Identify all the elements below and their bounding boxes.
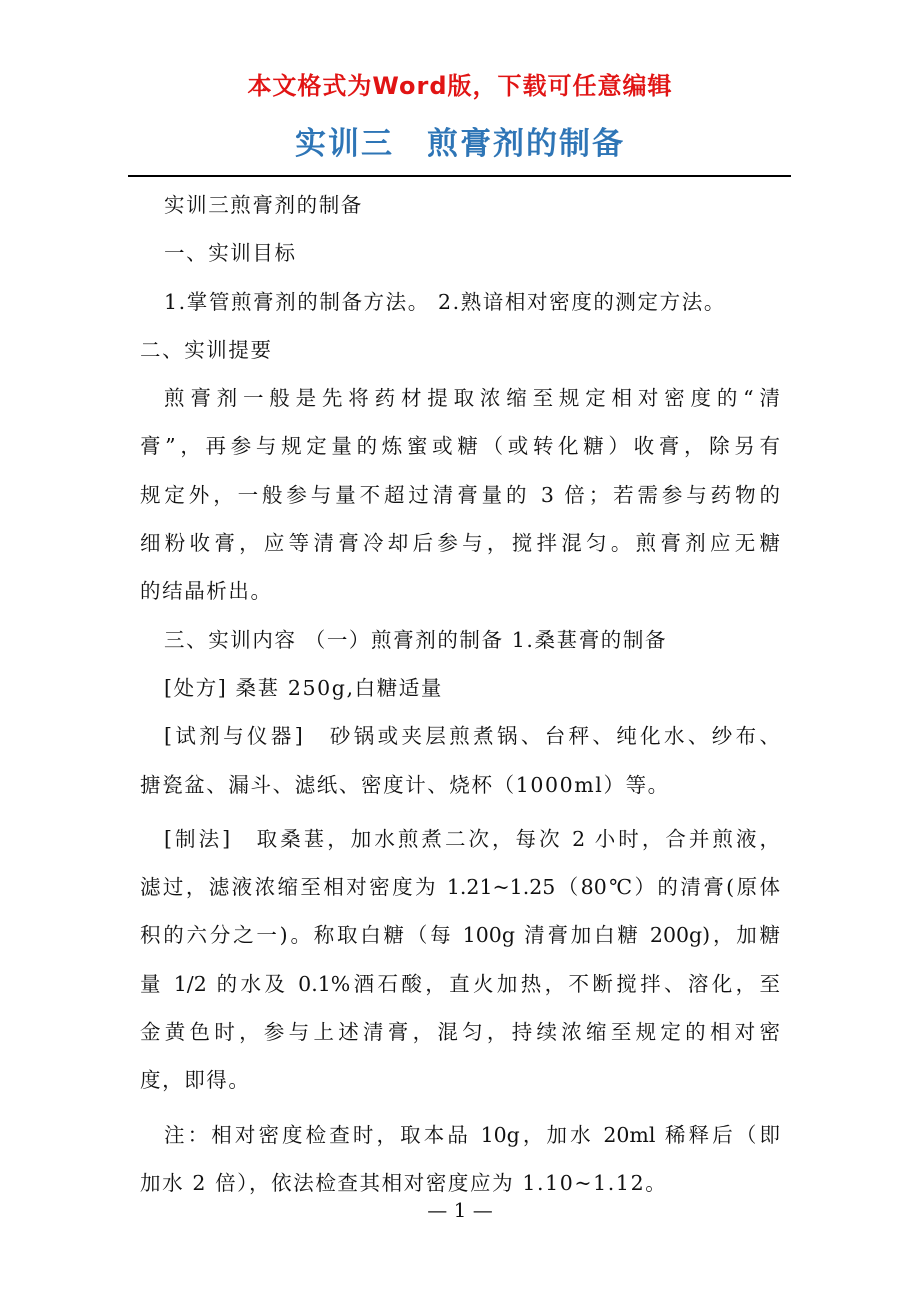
- method-line: 量 1/2 的水及 0.1%酒石酸，直火加热，不断搅拌、溶化，至: [140, 971, 780, 996]
- note-line: 注：相对密度检查时，取本品 10g，加水 20ml 稀释后（即: [164, 1122, 780, 1147]
- method-line: 积的六分之一)。称取白糖（每 100g 清膏加白糖 200g)，加糖: [140, 923, 780, 948]
- document-title: 实训三 煎膏剂的制备: [295, 126, 625, 162]
- summary-line: 细粉收膏，应等清膏冷却后参与，搅拌混匀。煎膏剂应无糖: [140, 531, 780, 556]
- summary-line: 规定外，一般参与量不超过清膏量的 3 倍；若需参与药物的: [140, 482, 780, 507]
- method-line: [制法] 取桑葚，加水煎煮二次，每次 2 小时，合并煎液，: [164, 826, 780, 851]
- section-heading-summary: 二、实训提要: [140, 337, 273, 362]
- method-line: 度，即得。: [140, 1068, 251, 1093]
- equipment-line: 搪瓷盆、漏斗、滤纸、密度计、烧杯（1000ml）等。: [140, 772, 670, 797]
- equipment-line: [试剂与仪器] 砂锅或夹层煎煮锅、台秤、纯化水、纱布、: [164, 724, 780, 749]
- summary-line: 膏”，再参与规定量的炼蜜或糖（或转化糖）收膏，除另有: [140, 434, 780, 459]
- method-line: 滤过，滤液浓缩至相对密度为 1.21~1.25（80℃）的清膏(原体: [140, 875, 780, 900]
- summary-line: 的结晶析出。: [140, 579, 273, 604]
- paragraph-heading: 实训三煎膏剂的制备: [164, 193, 363, 217]
- page-number: — 1 —: [427, 1198, 493, 1222]
- section-heading-content: 三、实训内容 （一）煎膏剂的制备 1.桑葚膏的制备: [164, 627, 668, 652]
- prescription-line: [处方] 桑葚 250g,白糖适量: [164, 675, 443, 700]
- section-heading-objectives: 一、实训目标: [164, 241, 297, 266]
- title-divider: [128, 175, 791, 177]
- objectives-text: 1.掌管煎膏剂的制备方法。 2.熟谙相对密度的测定方法。: [164, 289, 726, 314]
- method-line: 金黄色时，参与上述清膏，混匀，持续浓缩至规定的相对密: [140, 1020, 780, 1045]
- document-body: [140, 181, 780, 1207]
- download-banner: 本文格式为Word版，下载可任意编辑: [247, 72, 673, 100]
- note-line: 加水 2 倍），依法检查其相对密度应为 1.10~1.12。: [140, 1170, 668, 1195]
- summary-line: 煎膏剂一般是先将药材提取浓缩至规定相对密度的“清: [164, 386, 780, 411]
